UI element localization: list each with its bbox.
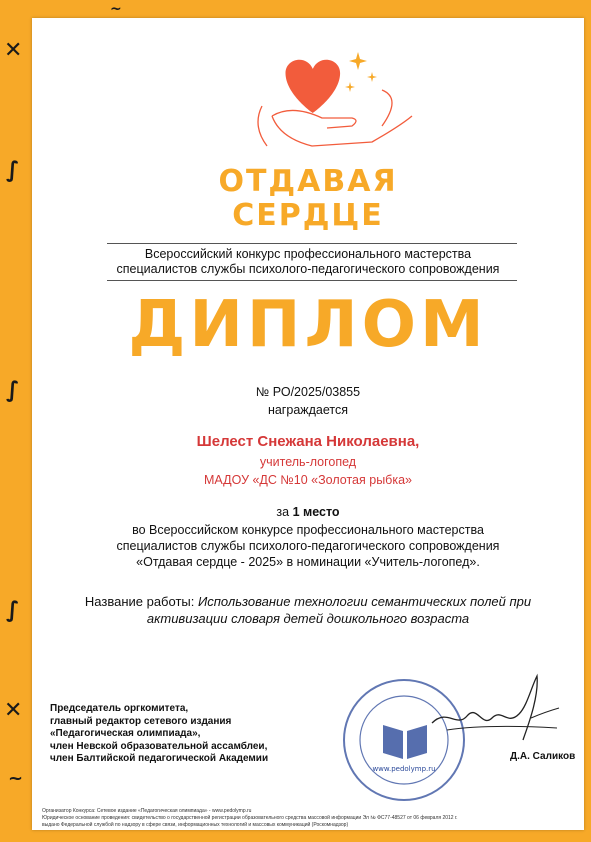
contest-subtitle-line: специалистов службы психолого-педагогического сопровождения	[116, 262, 500, 276]
diploma-sheet	[32, 18, 584, 830]
work-title-line: Использование технологии семантических полей при	[197, 594, 532, 609]
chairman-line: «Педагогическая олимпиада»,	[50, 728, 201, 739]
signature-icon	[427, 668, 567, 748]
description-line: специалистов службы психолого-педагогического сопровождения	[116, 539, 500, 553]
top-divider	[107, 243, 517, 244]
bottom-divider	[107, 280, 517, 281]
squiggle-deco-icon: ~	[8, 768, 24, 789]
work-title	[32, 593, 584, 627]
footer-line: Организатор Конкурса: Сетевое издание «Педагогическая олимпиада» - www.pedolymp.ru	[42, 808, 252, 814]
chairman-line: Председатель оргкомитета,	[50, 703, 189, 714]
footer-line: выдано Федеральной службой по надзору в сфере связи, информационных технологий и массовых коммуникаций (Роскомнадзор)	[42, 822, 349, 828]
place-prefix: за	[276, 505, 293, 519]
description-line: «Отдавая сердце - 2025» в номинации «Учитель-логопед».	[136, 555, 480, 569]
contest-description	[32, 522, 584, 570]
cross-deco-icon: ✕	[4, 38, 23, 63]
diploma-number: № РО/2025/03855	[255, 385, 361, 399]
recipient-position: учитель-логопед	[259, 455, 357, 469]
description-line: во Всероссийском конкурсе профессионального мастерства	[132, 523, 484, 537]
chairman-line: член Балтийской педагогической Академии	[50, 753, 269, 764]
squiggle-deco-icon: ∫	[6, 378, 20, 403]
recipient-organization: МАДОУ «ДС №10 «Золотая рыбка»	[203, 473, 412, 487]
chairman-line: член Невской образовательной ассамблеи,	[50, 740, 268, 752]
brand-line-1: ОТДАВАЯ	[218, 164, 398, 199]
footer-legal	[42, 808, 582, 829]
recipient-name: Шелест Снежана Николаевна,	[196, 433, 420, 450]
place-line	[32, 505, 584, 519]
heart-hand-logo-icon	[232, 46, 432, 166]
work-title-line: активизации словаря детей дошкольного возраста	[146, 611, 470, 626]
stamp-site: www.pedolymp.ru	[372, 765, 436, 773]
diploma-title: ДИПЛОМ	[128, 288, 488, 362]
awarded-label: награждается	[267, 403, 349, 417]
squiggle-deco-icon: ∫	[6, 598, 20, 623]
contest-subtitle-line: Всероссийский конкурс профессионального мастерства	[144, 247, 472, 261]
signer-name: Д.А. Саликов	[510, 751, 576, 762]
chairman-line: главный редактор сетевого издания	[50, 715, 232, 727]
place-value: 1 место	[292, 505, 340, 519]
brand-line-2: СЕРДЦЕ	[232, 198, 384, 233]
squiggle-deco-icon: ∫	[6, 158, 20, 183]
squiggle-deco-icon: ~	[110, 1, 122, 17]
cross-deco-icon: ✕	[4, 698, 23, 723]
contest-subtitle	[32, 247, 584, 277]
footer-line: Юридическое основание проведения: свидетельство о государственной регистрации образовательного средства массовой информации Эл № ФС77-48527 от 06 февраля 2012 г.	[42, 815, 458, 821]
chairman-block	[50, 703, 300, 766]
work-label: Название работы:	[84, 594, 198, 609]
